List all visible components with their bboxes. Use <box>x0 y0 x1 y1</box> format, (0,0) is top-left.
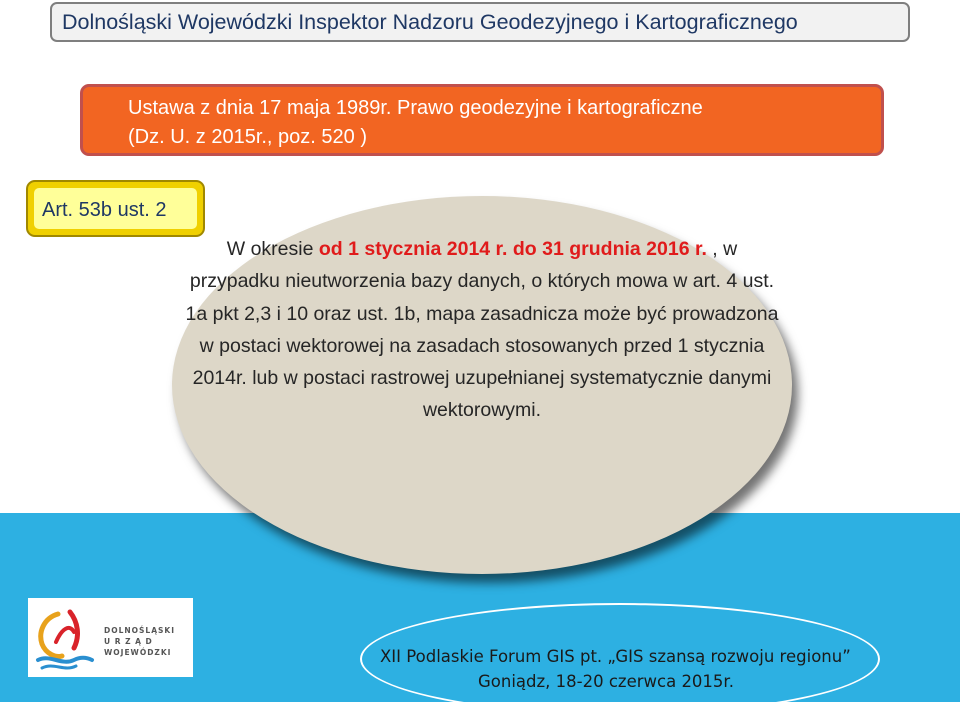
logo-line-2: U R Z Ą D <box>104 637 153 646</box>
article-badge <box>26 180 205 237</box>
content-rest: , w przypadku nieutworzenia bazy danych, o których mowa w art. 4 ust. 1a pkt 2,3 i 10 oraz ust. 1b, mapa zasadnicza może być prowadzona w postaci wektorowej na zasadach stosowanych przed 1 stycznia 2014r. lub w postaci rastrowej uzupełnianej systematycznie danymi wektorowymi. <box>185 238 779 422</box>
office-logo <box>28 598 193 677</box>
law-line-2: (Dz. U. z 2015r., poz. 520 ) <box>128 126 367 148</box>
content-date-highlight: od 1 stycznia 2014 r. do 31 grudnia 2016 r. <box>318 238 707 260</box>
footer-line-1: XII Podlaskie Forum GIS pt. „GIS szansą rozwoju regionu” <box>380 647 851 666</box>
logo-line-1: DOLNOŚLĄSKI <box>104 626 176 635</box>
footer-line-2: Goniądz, 18-20 czerwca 2015r. <box>478 672 734 691</box>
logo-line-3: WOJEWÓDZKI <box>104 648 172 657</box>
header-title-box <box>50 2 910 42</box>
header-title: Dolnośląski Wojewódzki Inspektor Nadzoru Geodezyjnego i Kartograficznego <box>62 9 798 34</box>
law-line-1: Ustawa z dnia 17 maja 1989r. Prawo geodezyjne i kartograficzne <box>128 97 703 119</box>
office-emblem-icon <box>28 598 98 677</box>
article-label: Art. 53b ust. 2 <box>42 199 167 221</box>
content-text <box>182 233 782 427</box>
logo-text <box>104 625 175 658</box>
content-lead: W okresie <box>226 238 319 260</box>
footer-text <box>380 644 940 694</box>
law-box <box>80 84 884 156</box>
